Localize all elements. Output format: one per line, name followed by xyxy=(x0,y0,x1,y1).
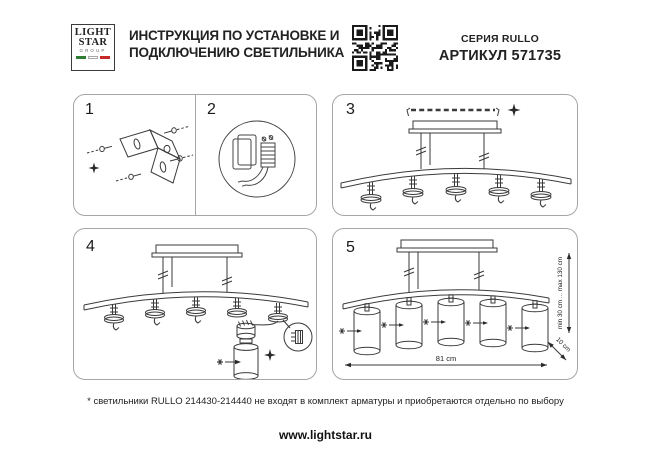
lamp-shade-icon xyxy=(522,301,548,352)
logo-group-text: GROUP xyxy=(79,48,107,53)
step4-illustration-shade-attach xyxy=(74,229,316,379)
step-number-1: 1 xyxy=(85,101,94,118)
step-4-panel xyxy=(73,228,317,380)
asterisk-marker xyxy=(381,322,387,327)
lamp-holder-icon xyxy=(228,298,247,317)
lamp-holder-icon xyxy=(403,176,423,204)
logo-text: STAR xyxy=(78,36,108,48)
lamp-holder-icon xyxy=(269,303,288,322)
dimension-height-label: min 30 cm ... max 130 cm xyxy=(557,256,564,330)
step5-illustration-assembled xyxy=(333,229,577,379)
dimension-width-label: 81 cm xyxy=(435,354,457,363)
lamp-holder-icon xyxy=(187,297,206,323)
lamp-shade-icon xyxy=(480,296,506,347)
series-label: СЕРИЯ RULLO xyxy=(461,33,539,45)
logo-text: LIGHT xyxy=(74,27,112,38)
asterisk-marker xyxy=(465,320,471,325)
lamp-shade-icon xyxy=(354,304,380,355)
step1-illustration-bracket xyxy=(74,95,195,217)
suspension-rods xyxy=(404,252,484,292)
asterisk-marker xyxy=(217,359,223,364)
qr-code-icon xyxy=(352,25,398,71)
asterisk-marker xyxy=(423,319,429,324)
ceiling-plate-icon xyxy=(152,245,242,257)
arc-bar-icon xyxy=(343,290,549,309)
wires-icon xyxy=(238,167,268,186)
step2-illustration-wiring xyxy=(195,95,318,217)
italian-flag-icon xyxy=(72,56,114,59)
lamp-holder-icon xyxy=(531,179,551,207)
detail-circle xyxy=(219,121,295,197)
asterisk-marker xyxy=(507,325,513,330)
drill-template-icon xyxy=(407,108,499,116)
screw-icon xyxy=(87,146,112,153)
step-number-4: 4 xyxy=(86,238,95,255)
lamp-holder-icon xyxy=(146,299,165,325)
lightstar-logo xyxy=(71,24,115,71)
lamp-holder-icon xyxy=(489,175,509,203)
step-5-panel xyxy=(332,228,578,380)
footnote: * светильники RULLO 214430-214440 не входят в комплект арматуры и приобретаются отдельно по выбору xyxy=(87,396,564,407)
screw-icon xyxy=(116,174,141,181)
lamp-socket-icon xyxy=(237,320,255,343)
wall-plate-icon xyxy=(233,135,256,169)
asterisk-marker xyxy=(339,328,345,333)
title-line-1: ИНСТРУКЦИЯ ПО УСТАНОВКЕ И xyxy=(129,28,340,43)
ceiling-plate-icon xyxy=(397,240,497,252)
step-number-5: 5 xyxy=(346,239,355,256)
phillips-screw-icon xyxy=(89,163,100,174)
lamp-shade-icon xyxy=(396,298,422,349)
article-number: АРТИКУЛ 571735 xyxy=(438,48,562,64)
terminal-block-icon xyxy=(261,136,275,168)
lamp-shade-icon xyxy=(438,295,464,346)
phillips-screw-icon xyxy=(264,349,276,361)
screw-icon xyxy=(164,126,189,133)
step-number-3: 3 xyxy=(346,101,355,118)
step-1-2-panel xyxy=(73,94,317,216)
dimension-depth-label: 10 cm xyxy=(554,336,572,354)
lamp-holder-icon xyxy=(446,174,466,202)
step-number-2: 2 xyxy=(207,101,216,118)
lamp-holder-icon xyxy=(361,182,381,210)
step-3-panel xyxy=(332,94,578,216)
step3-illustration-frame-mounting xyxy=(333,95,577,215)
arrowhead xyxy=(235,360,241,364)
phillips-screw-icon xyxy=(508,104,521,117)
lamp-holder-icon xyxy=(105,304,124,330)
page-title xyxy=(129,27,344,61)
product-id-block xyxy=(425,33,575,64)
suspension-rods xyxy=(416,133,489,169)
title-line-2: ПОДКЛЮЧЕНИЮ СВЕТИЛЬНИКА xyxy=(129,45,345,60)
terminal-detail-circle xyxy=(284,323,312,351)
suspension-rods xyxy=(158,257,232,293)
arrowheads xyxy=(345,253,571,367)
ceiling-plate-icon xyxy=(409,121,501,133)
website-url: www.lightstar.ru xyxy=(279,428,372,442)
